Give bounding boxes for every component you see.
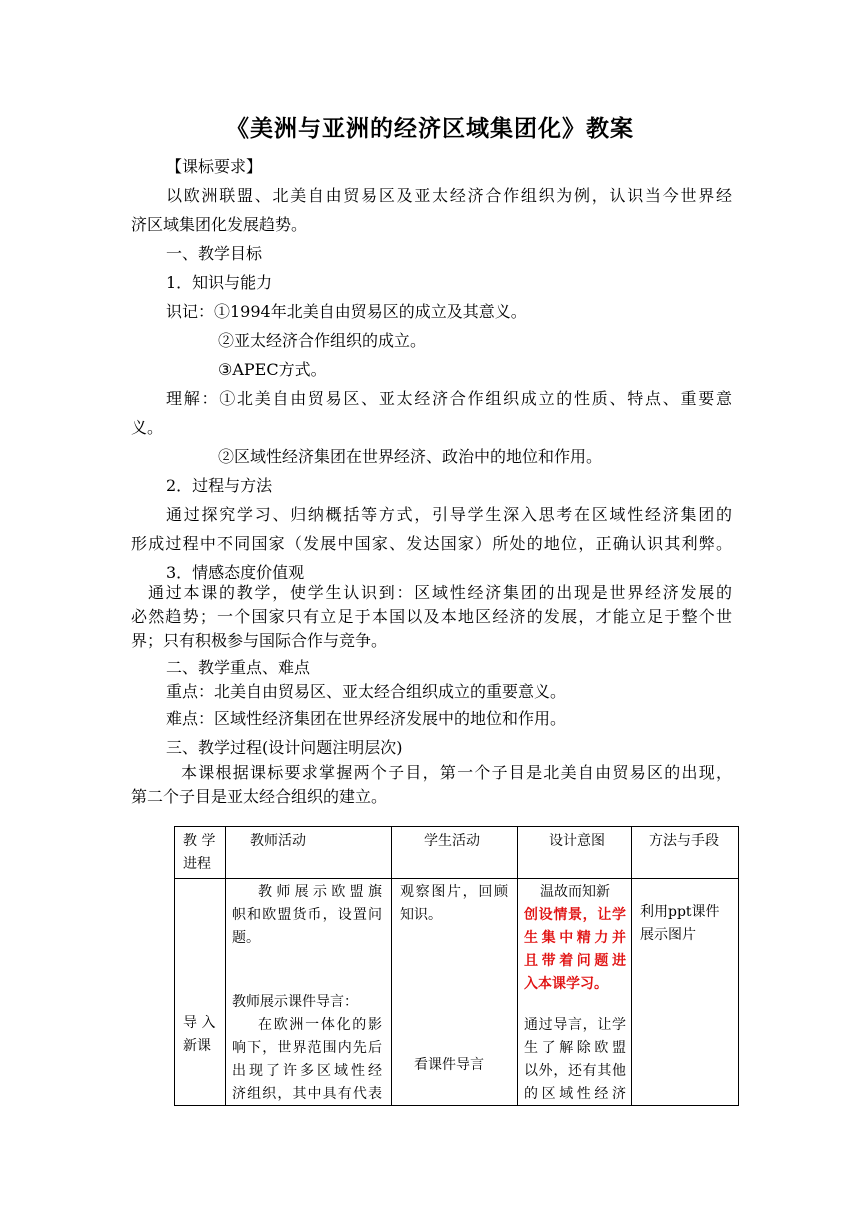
process-method-heading: 2．过程与方法 — [166, 476, 273, 495]
understand-item-1-line2: 义。 — [131, 418, 164, 437]
student-text-b: 看课件导言 — [414, 1057, 484, 1073]
header-cell-stage — [175, 827, 226, 879]
teacher-activity-cell — [226, 879, 392, 1106]
teacher-text-b1: 在欧洲一体化的影 — [258, 1017, 382, 1033]
teacher-text-b3: 出现了许多区域性经 — [232, 1063, 382, 1079]
method-cell — [632, 879, 739, 1106]
kebiao-text-line2: 济区域集团化发展趋势。 — [131, 215, 308, 234]
teacher-text-a1: 教师展示欧盟旗 — [258, 884, 382, 900]
method-text-2: 展示图片 — [640, 927, 696, 943]
intent-highlight-line4: 入本课学习。 — [524, 976, 608, 992]
process-text-line1: 通过探究学习、归纳概括等方式，引导学生深入思考在区域性经济集团的 — [166, 505, 732, 524]
header-cell-student — [392, 827, 518, 879]
intent-text-b4: 的区域性经济 — [524, 1086, 626, 1102]
header-cell-method — [632, 827, 739, 879]
intent-text-b1: 通过导言，让学 — [524, 1017, 626, 1033]
key-points-heading: 二、教学重点、难点 — [166, 658, 311, 677]
student-text-a2: 知识。 — [400, 907, 442, 923]
intent-text-a1: 温故而知新 — [540, 884, 610, 900]
key-point-text: 重点：北美自由贸易区、亚太经合组织成立的重要意义。 — [166, 682, 567, 701]
stage-line2: 新课 — [183, 1038, 211, 1054]
teaching-process-heading: 三、教学过程(设计问题注明层次) — [166, 738, 403, 757]
intent-text-b3: 以外，还有其他 — [524, 1063, 626, 1079]
intent-highlight-line3: 且带着问题进 — [524, 953, 626, 969]
header-stage-line2: 进程 — [183, 856, 211, 872]
attitude-heading: 3．情感态度价值观 — [166, 563, 305, 582]
kebiao-text-line1: 以欧洲联盟、北美自由贸易区及亚太经济合作组织为例，认识当今世界经 — [166, 186, 732, 205]
recall-item-3: ③APEC方式。 — [218, 360, 327, 379]
attitude-text-line1: 通过本课的教学，使学生认识到：区域性经济集团的出现是世界经济发展的 — [148, 583, 732, 602]
stage-cell — [175, 879, 226, 1106]
header-cell-intent — [518, 827, 632, 879]
intent-highlight-line2: 生集中精力并 — [524, 930, 626, 946]
process-text-line2: 形成过程中不同国家（发展中国家、发达国家）所处的地位，正确认识其利弊。 — [131, 534, 732, 553]
header-cell-teacher — [226, 827, 392, 879]
header-student-activity: 学生活动 — [424, 833, 480, 849]
intent-highlight-line1: 创设情景，让学 — [524, 907, 626, 923]
student-text-a1: 观察图片，回顾 — [400, 884, 508, 900]
teacher-text-b4: 济组织，其中具有代表 — [232, 1086, 382, 1102]
attitude-text-line3: 界；只有积极参与国际合作与竞争。 — [131, 631, 388, 650]
understand-item-2: ②区域性经济集团在世界经济、政治中的地位和作用。 — [218, 447, 603, 466]
teacher-text-b0: 教师展示课件导言： — [232, 994, 358, 1010]
teacher-text-a2: 帜和欧盟货币，设置问 — [232, 907, 382, 923]
teaching-process-intro-line1: 本课根据课标要求掌握两个子目，第一个子目是北美自由贸易区的出现， — [181, 763, 732, 782]
teacher-text-a3: 题。 — [232, 930, 260, 946]
difficult-point-text: 难点：区域性经济集团在世界经济发展中的地位和作用。 — [166, 709, 567, 728]
header-stage-line1: 教 学 — [183, 833, 216, 849]
student-activity-cell — [392, 879, 518, 1106]
header-teacher-activity: 教师活动 — [250, 833, 306, 849]
method-text-1: 利用ppt课件 — [640, 904, 720, 920]
design-intent-cell — [518, 879, 632, 1106]
intent-text-b2: 生了解除欧盟 — [524, 1040, 626, 1056]
header-design-intent: 设计意图 — [549, 833, 605, 849]
document-title: 《美洲与亚洲的经济区域集团化》教案 — [226, 115, 634, 142]
table-header-row — [175, 827, 739, 879]
teacher-text-b2: 响下，世界范围内先后 — [232, 1040, 382, 1056]
stage-line1: 导 入 — [183, 1015, 216, 1031]
section-kebiao-heading: 【课标要求】 — [166, 157, 263, 176]
objectives-heading: 一、教学目标 — [166, 244, 263, 263]
recall-item-2: ②亚太经济合作组织的成立。 — [218, 331, 427, 350]
teaching-process-table — [174, 826, 739, 1106]
understand-item-1-line1: 理解：①北美自由贸易区、亚太经济合作组织成立的性质、特点、重要意 — [166, 389, 732, 408]
recall-item-1: 识记：①1994年北美自由贸易区的成立及其意义。 — [166, 302, 527, 321]
table-row — [175, 879, 739, 1106]
teaching-process-intro-line2: 第二个子目是亚太经合组织的建立。 — [131, 787, 388, 806]
header-method: 方法与手段 — [649, 833, 719, 849]
knowledge-ability-heading: 1．知识与能力 — [166, 273, 273, 292]
attitude-text-line2: 必然趋势；一个国家只有立足于本国以及本地区经济的发展，才能立足于整个世 — [131, 607, 732, 626]
